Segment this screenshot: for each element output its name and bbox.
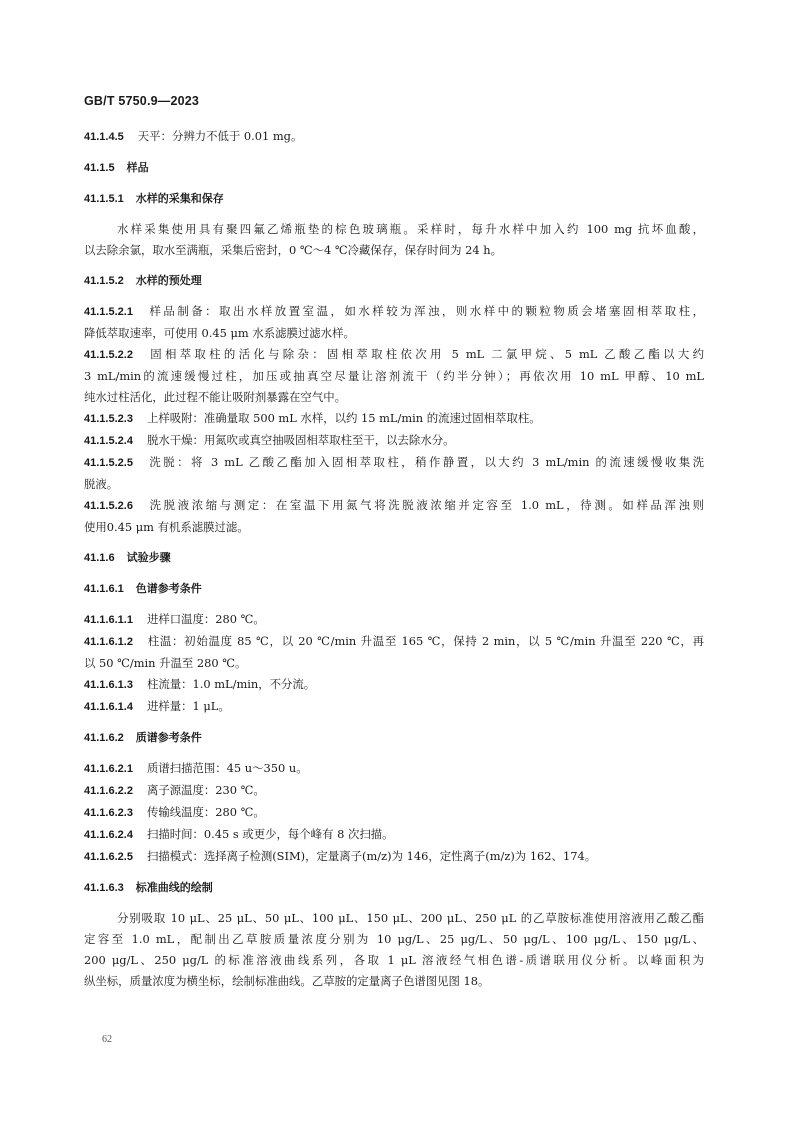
heading-41-1-6-1	[84, 578, 704, 600]
paragraph-line: 脱液。	[84, 477, 119, 491]
heading-41-1-5-1	[84, 188, 704, 210]
paragraph-line: 使用0.45 μm 有机系滤膜过滤。	[84, 520, 249, 534]
document-body	[84, 126, 704, 992]
clause-number: 41.1.5.2.4	[84, 435, 133, 447]
clause-41-1-5-2-3	[84, 408, 704, 430]
heading-number: 41.1.6.1	[84, 583, 124, 595]
clause-text: 脱水干燥：用氮吹或真空抽吸固相萃取柱至干，以去除水分。	[146, 433, 455, 447]
paragraph-line: 以 50 ℃/min 升温至 280 ℃。	[84, 656, 247, 670]
clause-number: 41.1.6.1.3	[84, 679, 133, 691]
heading-number: 41.1.5.1	[84, 193, 124, 205]
paragraph-line: 200 μg/L、250 μg/L 的标准溶液曲线系列，各取 1 μL 溶液经气相色谱-质谱联用仪分析。以峰面积为	[84, 953, 704, 967]
clause-number: 41.1.6.2.1	[84, 763, 133, 775]
clause-41-1-6-1-2	[84, 631, 704, 653]
paragraph-line: 纯水过柱活化，此过程不能让吸附剂暴露在空气中。	[84, 390, 346, 404]
paragraph-line: 分别吸取 10 μL、25 μL、50 μL、100 μL、150 μL、200 μL、250 μL 的乙草胺标准使用溶液用乙酸乙酯	[117, 911, 704, 925]
clause-text: 传输线温度：280 ℃。	[146, 805, 265, 819]
paragraph-line: 3 mL/min的流速缓慢过柱，加压或抽真空尽量让溶剂流干（约半分钟）；再依次用 10 mL 甲醇、10 mL	[84, 369, 704, 383]
clause-41-1-5-2-2	[84, 344, 704, 366]
clause-41-1-5-2-6	[84, 495, 704, 517]
clause-number: 41.1.5.2.5	[84, 457, 133, 469]
clause-41-1-6-2-3	[84, 802, 704, 824]
heading-title: 样品	[126, 161, 149, 174]
heading-41-1-5	[84, 157, 704, 179]
page-number: 62	[102, 1034, 112, 1045]
clause-41-1-6-2-5	[84, 846, 704, 868]
clause-41-1-5-2-5	[84, 452, 704, 474]
clause-text: 天平：分辨力不低于 0.01 mg。	[137, 129, 303, 143]
clause-41-1-6-2-4	[84, 824, 704, 846]
heading-41-1-6	[84, 547, 704, 569]
clause-text: 上样吸附：准确量取 500 mL 水样，以约 15 mL/min 的流速过固相萃取柱。	[146, 411, 541, 425]
paragraph-line: 以去除余氯，取水至满瓶，采集后密封，0 ℃～4 ℃冷藏保存，保存时间为 24 h。	[84, 243, 503, 257]
heading-title: 色谱参考条件	[135, 582, 202, 595]
clause-number: 41.1.6.2.3	[84, 807, 133, 819]
clause-number: 41.1.5.2.2	[84, 349, 133, 361]
heading-41-1-6-3	[84, 877, 704, 899]
paragraph-line: 降低萃取速率，可使用 0.45 μm 水系滤膜过滤水样。	[84, 326, 355, 340]
paragraph-line: 纵坐标，质量浓度为横坐标，绘制标准曲线。乙草胺的定量离子色谱图见图 18。	[84, 974, 490, 988]
heading-number: 41.1.5.2	[84, 275, 124, 287]
clause-number: 41.1.6.2.5	[84, 851, 133, 863]
clause-41-1-6-1-4	[84, 696, 704, 718]
clause-number: 41.1.6.1.2	[84, 636, 133, 648]
clause-number: 41.1.6.1.1	[84, 614, 133, 626]
clause-41-1-5-2-1	[84, 301, 704, 323]
clause-41-1-5-2-4	[84, 430, 704, 452]
clause-number: 41.1.5.2.1	[84, 306, 133, 318]
heading-title: 水样的预处理	[135, 274, 202, 287]
heading-41-1-6-2	[84, 727, 704, 749]
clause-41-1-6-1-1	[84, 609, 704, 631]
clause-text: 扫描模式：选择离子检测(SIM)，定量离子(m/z)为 146，定性离子(m/z)为 162、174。	[146, 849, 597, 863]
heading-number: 41.1.6	[84, 552, 115, 564]
clause-text: 离子源温度：230 ℃。	[146, 783, 265, 797]
clause-text: 洗脱液浓缩与测定：在室温下用氮气将洗脱液浓缩并定容至 1.0 mL，待测。如样品浑浊则	[146, 498, 704, 512]
clause-text: 进样口温度：280 ℃。	[146, 612, 265, 626]
heading-title: 水样的采集和保存	[135, 192, 224, 205]
clause-text: 扫描时间：0.45 s 或更少，每个峰有 8 次扫描。	[146, 827, 394, 841]
clause-41-1-4-5	[84, 126, 704, 148]
clause-number: 41.1.6.1.4	[84, 701, 133, 713]
clause-number: 41.1.5.2.3	[84, 413, 133, 425]
paragraph-line: 定容至 1.0 mL，配制出乙草胺质量浓度分别为 10 μg/L、25 μg/L、50 μg/L、100 μg/L、150 μg/L、	[84, 932, 704, 946]
clause-text: 柱温：初始温度 85 ℃，以 20 ℃/min 升温至 165 ℃，保持 2 min，以 5 ℃/min 升温至 220 ℃，再	[146, 634, 704, 648]
standard-code: GB/T 5750.9—2023	[84, 94, 200, 108]
clause-number: 41.1.6.2.2	[84, 785, 133, 797]
clause-number: 41.1.4.5	[84, 131, 124, 143]
heading-title: 标准曲线的绘制	[135, 881, 213, 894]
heading-title: 试验步骤	[126, 551, 171, 564]
clause-41-1-6-1-3	[84, 674, 704, 696]
heading-title: 质谱参考条件	[135, 731, 202, 744]
heading-number: 41.1.5	[84, 162, 115, 174]
clause-text: 样品制备：取出水样放置室温，如水样较为浑浊，则水样中的颗粒物质会堵塞固相萃取柱，	[146, 304, 704, 318]
heading-41-1-5-2	[84, 270, 704, 292]
clause-text: 固相萃取柱的活化与除杂：固相萃取柱依次用 5 mL 二氯甲烷、5 mL 乙酸乙酯以大约	[146, 347, 704, 361]
heading-number: 41.1.6.2	[84, 732, 124, 744]
clause-41-1-6-2-2	[84, 780, 704, 802]
clause-text: 洗脱：将 3 mL 乙酸乙酯加入固相萃取柱，稍作静置，以大约 3 mL/min 的流速缓慢收集洗	[146, 455, 704, 469]
clause-number: 41.1.5.2.6	[84, 500, 133, 512]
paragraph-line: 水样采集使用具有聚四氟乙烯瓶垫的棕色玻璃瓶。采样时，每升水样中加入约 100 mg 抗坏血酸，	[117, 222, 704, 236]
clause-text: 柱流量：1.0 mL/min，不分流。	[146, 677, 316, 691]
clause-number: 41.1.6.2.4	[84, 829, 133, 841]
clause-text: 进样量：1 μL。	[146, 699, 230, 713]
clause-41-1-6-2-1	[84, 758, 704, 780]
heading-number: 41.1.6.3	[84, 882, 124, 894]
clause-text: 质谱扫描范围：45 u～350 u。	[146, 761, 308, 775]
